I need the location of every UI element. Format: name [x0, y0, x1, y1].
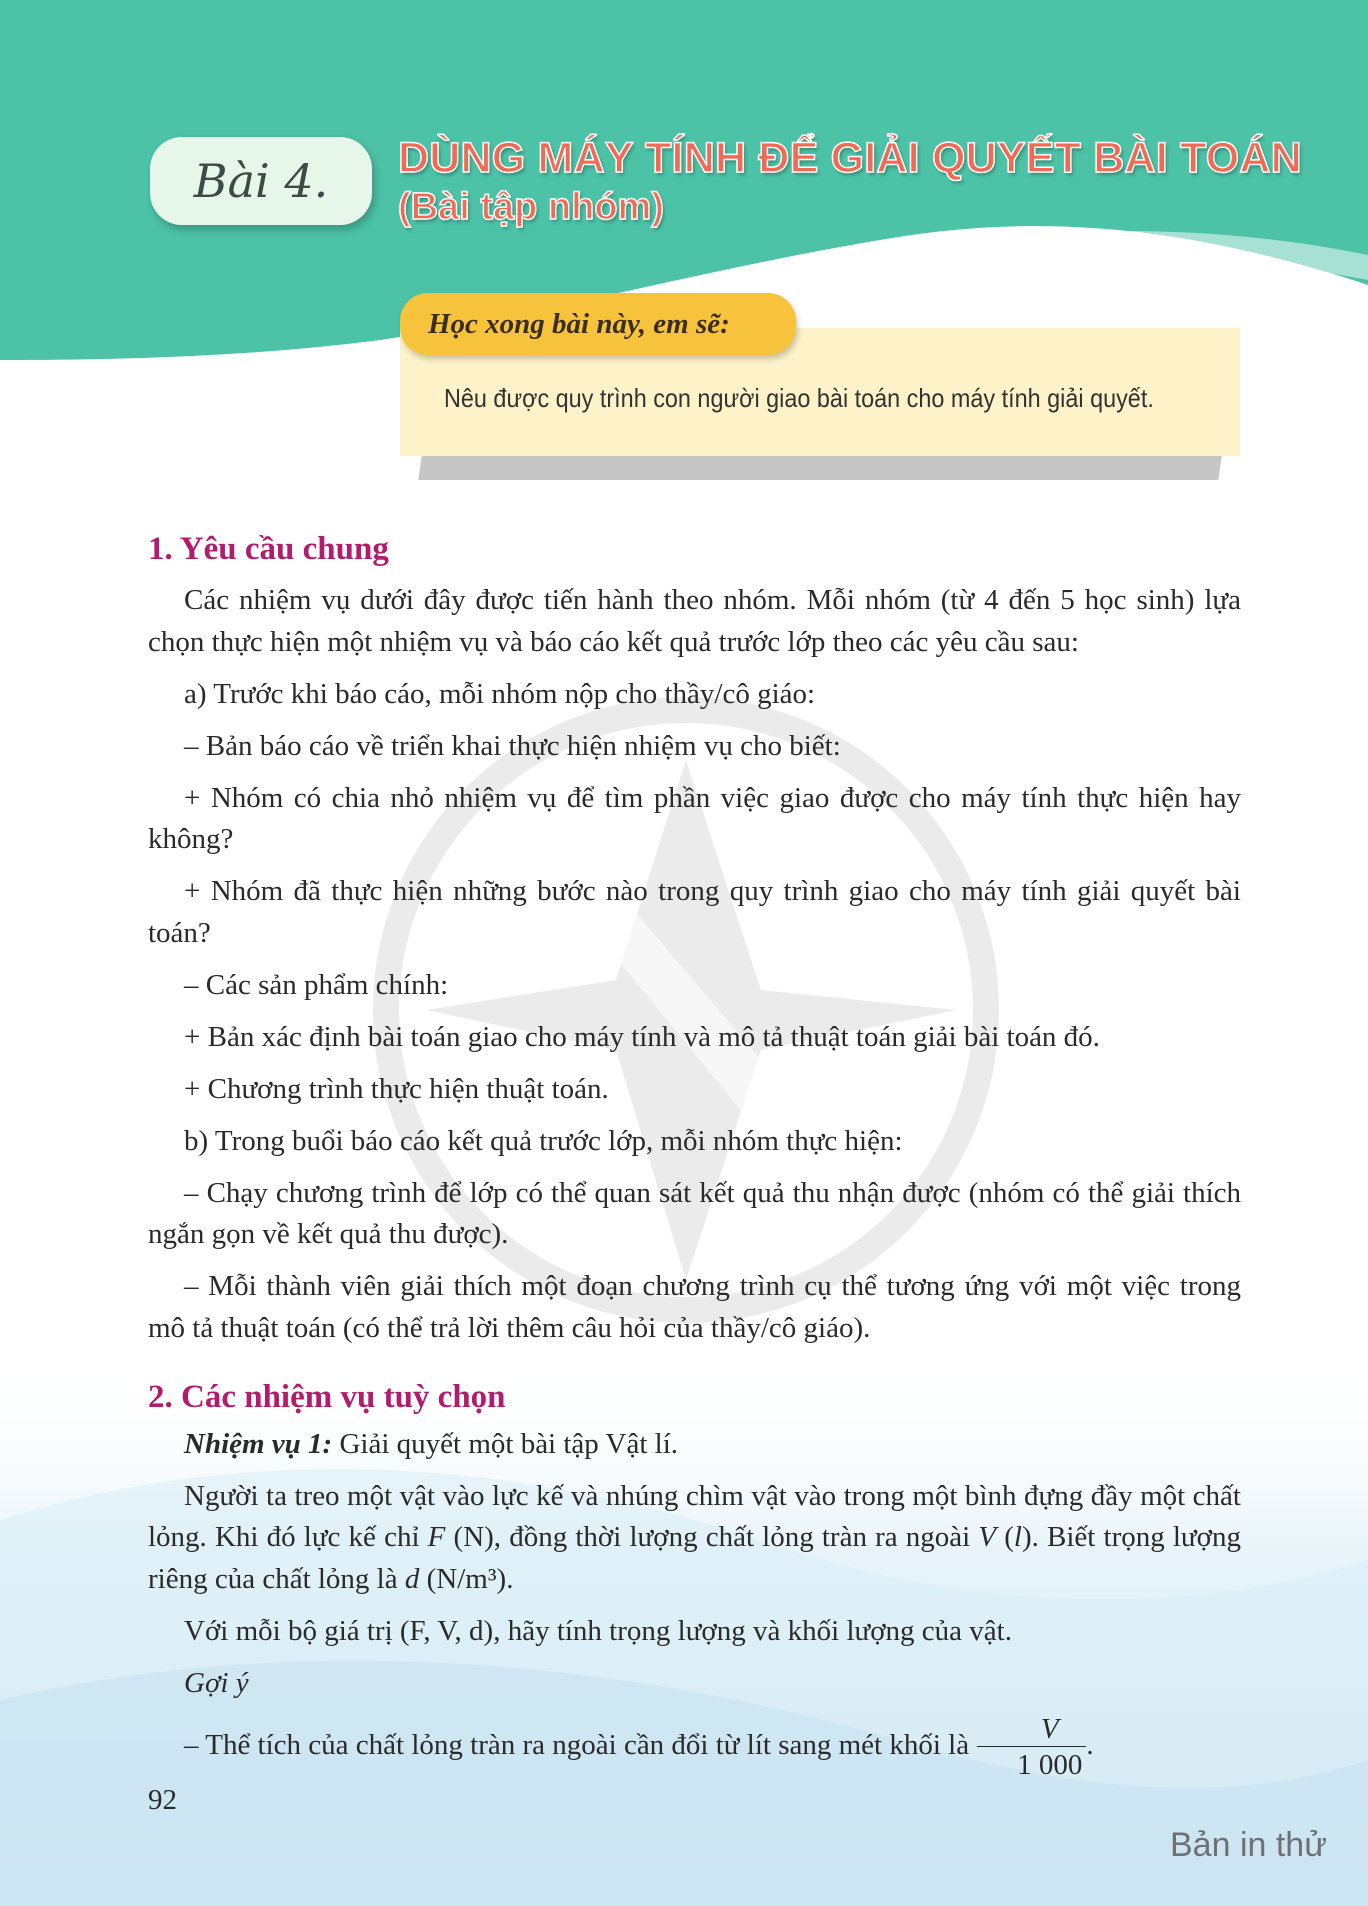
fraction-numerator: V	[977, 1715, 1086, 1747]
page-number: 92	[148, 1784, 177, 1816]
trial-print-label: Bản in thử	[1170, 1826, 1327, 1864]
section1-paragraph: – Mỗi thành viên giải thích một đoạn chương trình cụ thể tương ứng với một việc trong mô tả thuật toán (có thể trả lời thêm câu hỏi của thầy/cô giáo).	[148, 1270, 1241, 1344]
section1-heading: 1. Yêu cầu chung	[148, 531, 389, 567]
lesson-title-line1: DÙNG MÁY TÍNH ĐỂ GIẢI QUYẾT BÀI TOÁN	[398, 134, 1302, 182]
section1-paragraph: – Chạy chương trình để lớp có thể quan sát kết quả thu nhận được (nhóm có thể giải thích ngắn gọn về kết quả thu được).	[148, 1176, 1241, 1250]
var-V: V	[978, 1521, 997, 1553]
task-text: Giải quyết một bài tập Vật lí.	[332, 1427, 679, 1460]
task-description: Người ta treo một vật vào lực kế và nhúng chìm vật vào trong một bình đựng đầy một chất lỏng. Khi đó lực kế chỉ F (N), đồng thời lượng chất lỏng tràn ra ngoài V (l). Biết trọng lượng riêng của chất lỏng là d (N/m³).	[148, 1479, 1241, 1595]
task-label: Nhiệm vụ 1:	[184, 1427, 333, 1460]
fraction	[977, 1712, 1086, 1781]
var-d: d	[404, 1562, 420, 1595]
task-question: Với mỗi bộ giá trị (F, V, d), hãy tính trọng lượng và khối lượng của vật.	[184, 1614, 1012, 1647]
main-content	[148, 526, 1241, 1790]
section1-paragraph: + Nhóm có chia nhỏ nhiệm vụ để tìm phần việc giao được cho máy tính thực hiện hay không?	[148, 781, 1241, 855]
section1-paragraph: – Bản báo cáo về triển khai thực hiện nhiệm vụ cho biết:	[184, 729, 841, 762]
section1-paragraph: + Nhóm đã thực hiện những bước nào trong quy trình giao cho máy tính giải quyết bài toán?	[148, 875, 1241, 949]
hint-text: – Thể tích của chất lỏng tràn ra ngoài cần đổi từ lít sang mét khối là	[184, 1728, 970, 1761]
section1-paragraph: a) Trước khi báo cáo, mỗi nhóm nộp cho thầy/cô giáo:	[184, 677, 816, 710]
section1-paragraph: – Các sản phẩm chính:	[184, 968, 449, 1001]
hint-label: Gợi ý	[184, 1666, 249, 1699]
lesson-number-badge: Bài 4.	[150, 137, 372, 225]
section1-paragraph: + Bản xác định bài toán giao cho máy tính và mô tả thuật toán giải bài toán đó.	[184, 1020, 1100, 1053]
objectives-label: Học xong bài này, em sẽ:	[400, 293, 796, 355]
section1-paragraph: b) Trong buổi báo cáo kết quả trước lớp, mỗi nhóm thực hiện:	[184, 1124, 903, 1157]
objectives-text: Nêu được quy trình con người giao bài toán cho máy tính giải quyết.	[444, 383, 1154, 413]
hint-line: – Thể tích của chất lỏng tràn ra ngoài cần đổi từ lít sang mét khối là $\frac{V}{1 000}$ .	[184, 1712, 1094, 1781]
task-line	[148, 1424, 1241, 1466]
lesson-title	[398, 133, 1302, 231]
section1-paragraph: Các nhiệm vụ dưới đây được tiến hành theo nhóm. Mỗi nhóm (từ 4 đến 5 học sinh) lựa chọn thực hiện một nhiệm vụ và báo cáo kết quả trước lớp theo các yêu cầu sau:	[148, 584, 1241, 658]
objectives-box-shadow	[418, 456, 1221, 480]
fraction-denominator: 1 000	[1017, 1748, 1083, 1781]
section2-heading: 2. Các nhiệm vụ tuỳ chọn	[148, 1378, 506, 1415]
section1-paragraph: + Chương trình thực hiện thuật toán.	[184, 1072, 609, 1105]
var-l: l	[1013, 1521, 1022, 1553]
var-F: F	[427, 1521, 446, 1553]
lesson-title-line2: (Bài tập nhóm)	[398, 186, 664, 228]
